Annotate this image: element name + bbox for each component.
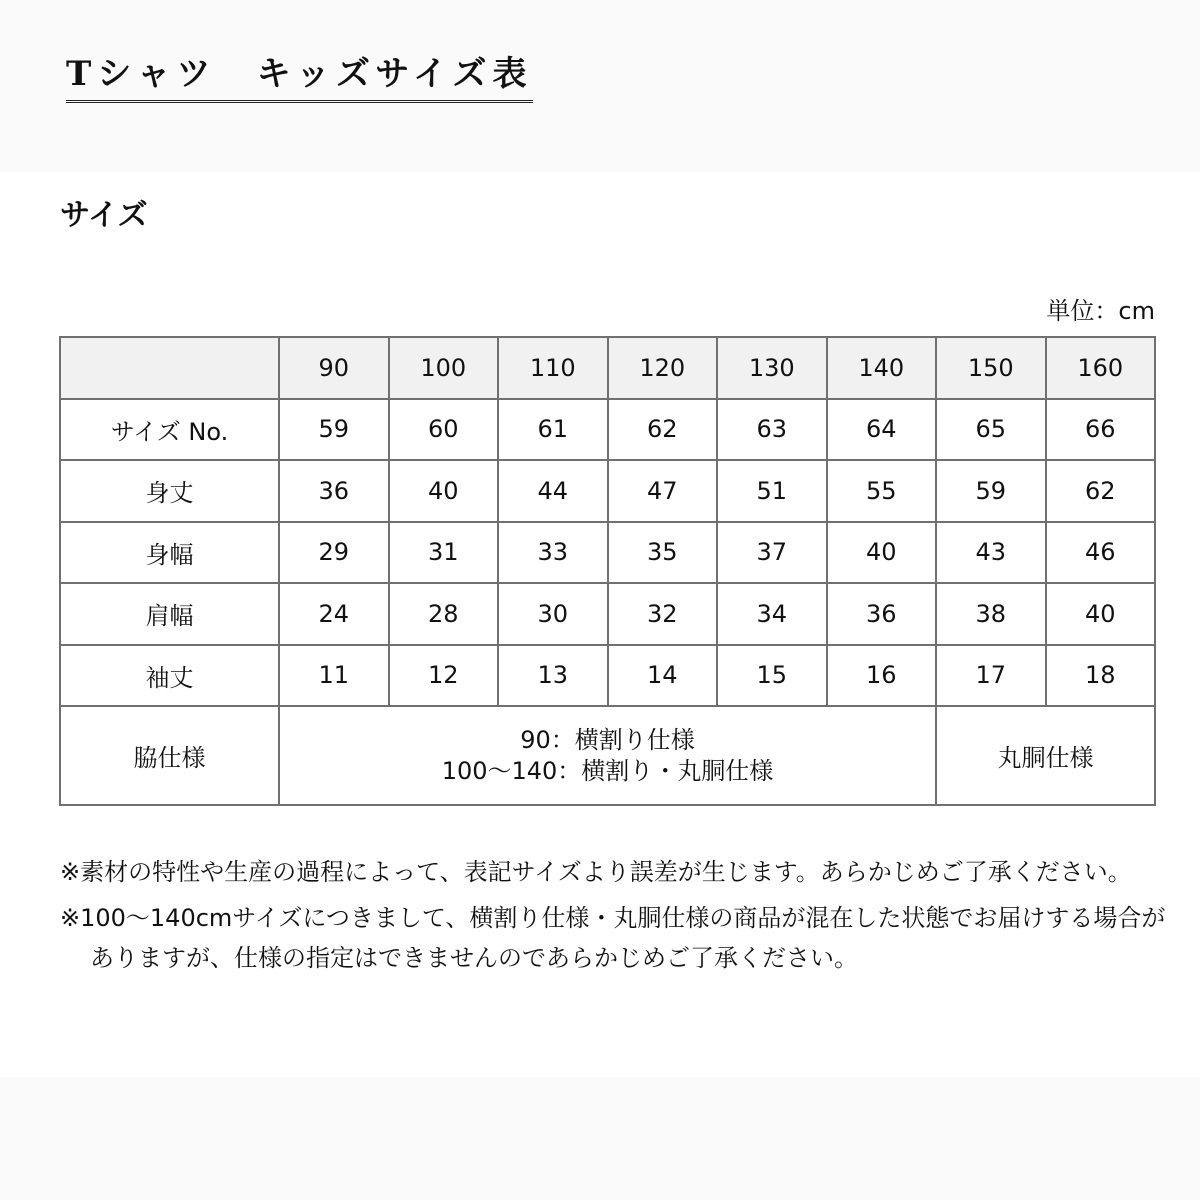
table-cell: 17 <box>936 645 1046 707</box>
table-cell: 62 <box>608 399 718 461</box>
table-cell: 65 <box>936 399 1046 461</box>
table-header-cell: 110 <box>498 337 608 399</box>
table-cell: 12 <box>389 645 499 707</box>
notes <box>60 828 1170 978</box>
table-cell: 14 <box>608 645 718 707</box>
table-row <box>60 522 1155 584</box>
note-item: ※素材の特性や生産の過程によって、表記サイズより誤差が生じます。あらかじめご了承ください。 <box>60 858 1132 886</box>
table-cell: 60 <box>389 399 499 461</box>
table-cell: 46 <box>1046 522 1156 584</box>
table-cell: 40 <box>1046 583 1156 645</box>
section-title: サイズ <box>60 198 148 233</box>
side-spec-line-2: 100〜140：横割り・丸胴仕様 <box>441 756 774 785</box>
table-cell: 47 <box>608 460 718 522</box>
table-cell: 32 <box>608 583 718 645</box>
table-cell: 38 <box>936 583 1046 645</box>
page-title: Tシャツ キッズサイズ表 <box>66 52 533 103</box>
table-cell: 13 <box>498 645 608 707</box>
table-cell: 36 <box>827 583 937 645</box>
table-cell: 61 <box>498 399 608 461</box>
table-cell: 33 <box>498 522 608 584</box>
footer-band <box>0 1077 1200 1200</box>
side-spec-cell-90-140 <box>279 706 936 805</box>
table-cell: 55 <box>827 460 937 522</box>
side-spec-cell-150-160: 丸胴仕様 <box>936 706 1155 805</box>
table-header-cell: 120 <box>608 337 718 399</box>
table-cell: 11 <box>279 645 389 707</box>
table-cell: 51 <box>717 460 827 522</box>
table-cell: 15 <box>717 645 827 707</box>
table-cell: 16 <box>827 645 937 707</box>
row-label: 袖丈 <box>60 645 279 707</box>
table-cell: 63 <box>717 399 827 461</box>
table-cell: 28 <box>389 583 499 645</box>
table-row <box>60 645 1155 707</box>
table-cell: 37 <box>717 522 827 584</box>
table-header-cell: 130 <box>717 337 827 399</box>
row-label: 脇仕様 <box>60 706 279 805</box>
table-cell: 59 <box>936 460 1046 522</box>
table-header-cell: 160 <box>1046 337 1156 399</box>
row-label: 身丈 <box>60 460 279 522</box>
row-label: サイズ No. <box>60 399 279 461</box>
table-cell: 40 <box>389 460 499 522</box>
table-cell: 40 <box>827 522 937 584</box>
table-row-side-spec <box>60 706 1155 805</box>
table-header-cell: 150 <box>936 337 1046 399</box>
unit-label: 単位：cm <box>1046 297 1155 325</box>
row-label: 身幅 <box>60 522 279 584</box>
table-row <box>60 583 1155 645</box>
table-cell: 30 <box>498 583 608 645</box>
table-header-cell-corner <box>60 337 279 399</box>
side-spec-line-1: 90：横割り仕様 <box>520 725 695 754</box>
table-header-row <box>60 337 1155 399</box>
table-cell: 59 <box>279 399 389 461</box>
table-row <box>60 399 1155 461</box>
table-header-cell: 90 <box>279 337 389 399</box>
table-cell: 18 <box>1046 645 1156 707</box>
table-cell: 43 <box>936 522 1046 584</box>
table-cell: 64 <box>827 399 937 461</box>
table-header-cell: 100 <box>389 337 499 399</box>
table-cell: 24 <box>279 583 389 645</box>
size-table <box>59 336 1156 806</box>
table-cell: 62 <box>1046 460 1156 522</box>
table-cell: 31 <box>389 522 499 584</box>
table-cell: 66 <box>1046 399 1156 461</box>
table-cell: 35 <box>608 522 718 584</box>
row-label: 肩幅 <box>60 583 279 645</box>
table-header-cell: 140 <box>827 337 937 399</box>
note-item: ※100〜140cmサイズにつきまして、横割り仕様・丸胴仕様の商品が混在した状態でお届けする場合がありますが、仕様の指定はできませんのであらかじめご了承ください。 <box>60 904 1166 972</box>
table-cell: 44 <box>498 460 608 522</box>
table-row <box>60 460 1155 522</box>
table-cell: 34 <box>717 583 827 645</box>
table-cell: 29 <box>279 522 389 584</box>
table-cell: 36 <box>279 460 389 522</box>
